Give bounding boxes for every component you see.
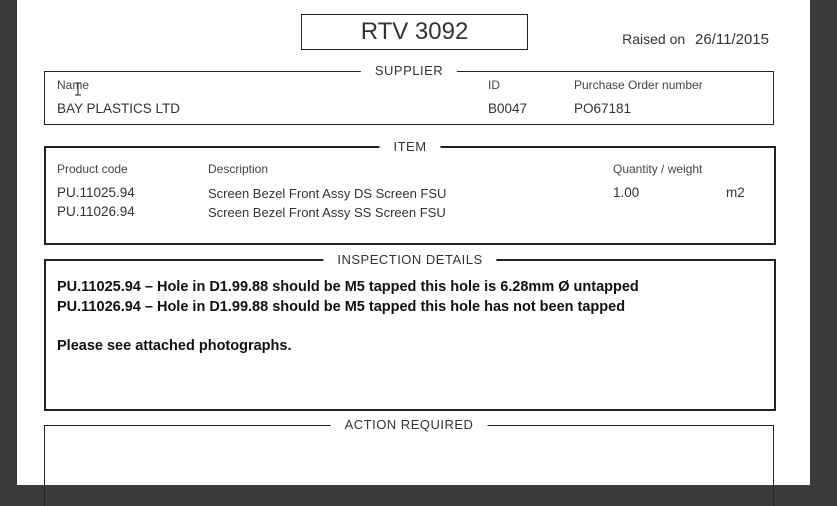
supplier-section [44,63,774,125]
quantity-header: Quantity / weight [613,162,703,176]
inspection-line-1[interactable]: PU.11025.94 – Hole in D1.99.88 should be M5 tapped this hole is 6.28mm Ø untapped [57,279,639,295]
rtv-title: RTV 3092 [301,14,528,50]
inspection-section [44,252,776,411]
document-page [17,0,810,485]
raised-on-label: Raised on [622,31,686,47]
action-legend: ACTION REQUIRED [331,417,488,433]
supplier-id-value[interactable]: B0047 [488,101,528,116]
item-row-2-code[interactable]: PU.11026.94 [57,204,135,219]
action-section[interactable] [44,417,774,506]
supplier-id-label: ID [488,78,500,92]
po-number-value[interactable]: PO67181 [574,101,632,116]
supplier-legend: SUPPLIER [361,63,457,79]
item-row-1-unit: m2 [726,185,745,200]
item-row-2-description[interactable]: Screen Bezel Front Assy SS Screen FSU [208,205,446,220]
item-section [44,139,776,245]
inspection-legend: INSPECTION DETAILS [323,252,496,268]
description-header: Description [208,162,269,176]
product-code-header: Product code [57,162,128,176]
po-number-label: Purchase Order number [574,78,703,92]
inspection-line-2[interactable]: PU.11026.94 – Hole in D1.99.88 should be M5 tapped this hole has not been tapped [57,299,626,315]
inspection-line-3[interactable]: Please see attached photographs. [57,338,292,354]
item-row-1-description[interactable]: Screen Bezel Front Assy DS Screen FSU [208,186,447,201]
supplier-name-value[interactable]: BAY PLASTICS LTD [57,101,181,116]
supplier-name-label: Name [57,78,90,92]
item-row-1-quantity[interactable]: 1.00 [613,185,640,200]
text-cursor-icon [74,82,82,96]
item-row-1-code[interactable]: PU.11025.94 [57,185,135,200]
raised-on [622,31,769,48]
raised-on-date: 26/11/2015 [695,31,769,48]
item-legend: ITEM [379,139,440,155]
